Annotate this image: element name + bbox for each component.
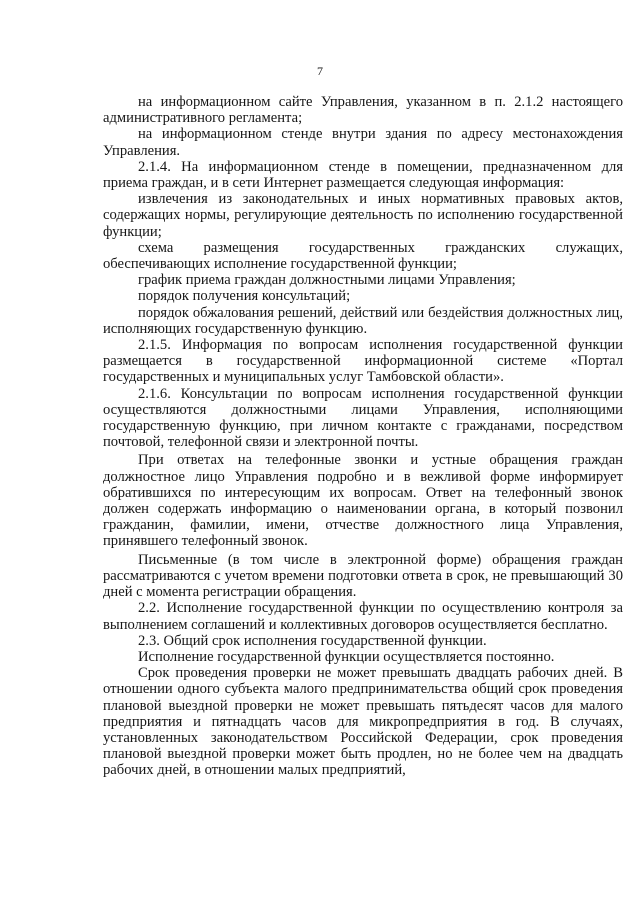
paragraph: извлечения из законодательных и иных нормативных правовых актов, содержащих нормы, регулирующие деятельность по исполнению государственной функции; bbox=[103, 191, 623, 240]
paragraph: на информационном стенде внутри здания по адресу местонахождения Управления. bbox=[103, 126, 623, 159]
document-body bbox=[103, 94, 623, 779]
paragraph: При ответах на телефонные звонки и устные обращения граждан должностное лицо Управления подробно и в вежливой форме информирует обратившихся по интересующим их вопросам. Ответ на телефонный звонок должен содержать информацию о наименовании органа, в который позвонил гражданин, фамилии, имени, отчестве должностного лица Управления, принявшего телефонный звонок. bbox=[103, 452, 623, 550]
paragraph: 2.3. Общий срок исполнения государственной функции. bbox=[138, 632, 487, 649]
paragraph: порядок обжалования решений, действий или бездействия должностных лиц, исполняющих государственную функцию. bbox=[103, 304, 623, 337]
paragraph: на информационном сайте Управления, указанном в п. 2.1.2 настоящего административного регламента; bbox=[103, 94, 623, 127]
paragraph: 2.1.6. Консультации по вопросам исполнения государственной функции осуществляются должностными лицами Управления, исполняющими государственную функцию, при личном контакте с гражданами, посредством почтовой, телефонной связи и электронной почты. bbox=[103, 385, 623, 451]
paragraph: график приема граждан должностными лицами Управления; bbox=[138, 272, 516, 289]
paragraph: 2.1.5. Информация по вопросам исполнения государственной функции размещается в государственной информационной системе «Портал государственных и муниципальных услуг Тамбовской области». bbox=[103, 337, 623, 386]
paragraph: Срок проведения проверки не может превышать двадцать рабочих дней. В отношении одного субъекта малого предпринимательства общий срок проведения плановой выездной проверки не может превышать пятьдесят часов для малого предприятия и пятнадцать часов для микропредприятия в год. В случаях, установленных законодательством Российской Федерации, срок проведения плановой выездной проверки может быть продлен, но не более чем на двадцать рабочих дней, в отношении малых предприятий, bbox=[103, 665, 623, 779]
paragraph: порядок получения консультаций; bbox=[138, 288, 351, 305]
paragraph: Исполнение государственной функции осуществляется постоянно. bbox=[138, 648, 555, 665]
page-number: 7 bbox=[317, 64, 323, 78]
paragraph: Письменные (в том числе в электронной форме) обращения граждан рассматриваются с учетом времени подготовки ответа в срок, не превышающий 30 дней с момента регистрации обращения. bbox=[103, 551, 623, 601]
paragraph: 2.2. Исполнение государственной функции по осуществлению контроля за выполнением соглашений и коллективных договоров осуществляется бесплатно. bbox=[103, 600, 623, 633]
paragraph: 2.1.4. На информационном стенде в помещении, предназначенном для приема граждан, и в сети Интернет размещается следующая информация: bbox=[103, 158, 623, 192]
paragraph: схема размещения государственных гражданских служащих, обеспечивающих исполнение государственной функции; bbox=[103, 239, 623, 273]
